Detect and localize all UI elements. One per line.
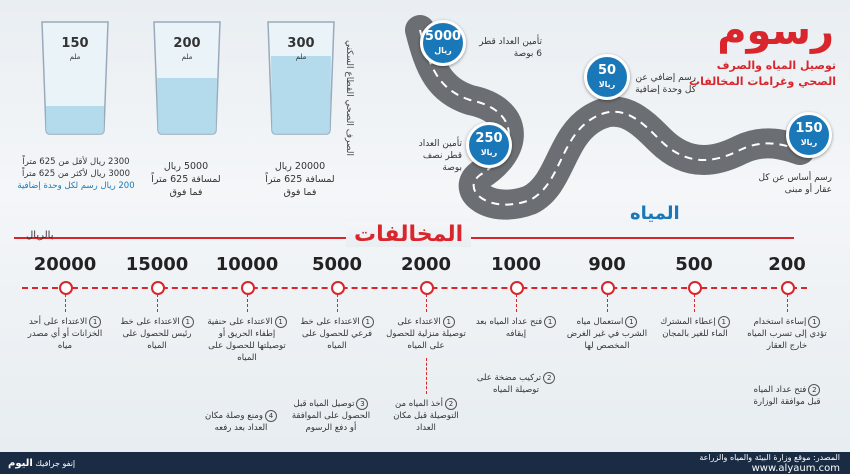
violation-note: 2تركيب مضخة على توصيلة المياه xyxy=(475,372,557,396)
beaker-cap: 150 xyxy=(61,36,89,51)
violation-note: 2فتح عداد المياه قبل موافقة الوزارة xyxy=(753,385,821,407)
timeline-dot xyxy=(510,281,524,295)
violation-note: 1الاعتداء على توصيلة منزلية للحصول على المياه xyxy=(386,317,466,351)
note-text: الاعتداء على خط فرعي للحصول على المياه xyxy=(300,317,373,351)
pin-150 xyxy=(786,112,832,158)
subtitle-line-2: الصحي وغرامات المخالفات xyxy=(689,75,836,88)
desc-line: لمسافة 625 متراً xyxy=(265,174,335,185)
beaker-desc xyxy=(136,160,236,199)
pin-50 xyxy=(584,54,630,100)
timeline-dot xyxy=(601,281,615,295)
note-text: الاعتداء على توصيلة منزلية للحصول على المياه xyxy=(386,317,466,351)
connector xyxy=(247,294,248,312)
violation-note: 1فتح عداد المياه بعد إيقافه xyxy=(475,316,557,340)
beaker-unit: ملم xyxy=(295,53,307,61)
note-text: ومنع وصلة مكان العداد بعد رفعه xyxy=(205,411,268,433)
connector xyxy=(65,294,66,312)
beaker-desc xyxy=(250,160,350,199)
timeline-dot xyxy=(688,281,702,295)
note-text: الاعتداء على أحد الخزانات أو أي مصدر مياه xyxy=(27,317,103,351)
violation-note: 2أخذ المياه من التوصيلة قبل مكان العداد xyxy=(393,399,459,433)
connector xyxy=(426,294,427,312)
beaker-desc xyxy=(6,156,146,192)
pin-5000 xyxy=(420,20,466,66)
violation-note: 1إساءة استخدام تؤدي إلى تسرب المياه خارج العقار xyxy=(747,317,827,351)
timeline-dot xyxy=(241,281,255,295)
currency-label: بالريال xyxy=(26,230,54,241)
connector xyxy=(426,358,427,394)
pin-unit: ريالا xyxy=(480,148,498,157)
note-text: إساءة استخدام تؤدي إلى تسرب المياه خارج العقار xyxy=(747,317,827,351)
timeline-dot xyxy=(151,281,165,295)
note-text: أخذ المياه من التوصيلة قبل مكان العداد xyxy=(393,399,459,433)
note-text: توصيل المياه قبل الحصول على الموافقة أو دفع الرسوم xyxy=(291,399,371,433)
timeline-dot xyxy=(59,281,73,295)
connector xyxy=(516,294,517,312)
pin-unit: ريالا xyxy=(598,80,616,89)
amount-2000: 2000 xyxy=(400,254,452,275)
amount-900: 900 xyxy=(588,254,626,275)
sewage-label: الصرف الصحي القطاع السكني xyxy=(344,40,354,157)
timeline-dot xyxy=(420,281,434,295)
violation-note: 1الاعتداء على خط رئيس للحصول على المياه xyxy=(116,316,198,352)
beaker-unit: ملم xyxy=(69,53,81,61)
connector xyxy=(607,294,608,312)
violation-note: 1استعمال مياه الشرب في غير الغرض المخصص لها xyxy=(566,317,648,351)
desc-line: 200 ريال رسم لكل وحدة إضافية xyxy=(17,181,135,191)
note-text: تركيب مضخة على توصيلة المياه xyxy=(476,373,542,395)
amount-200: 200 xyxy=(768,254,806,275)
note-text: فتح عداد المياه قبل موافقة الوزارة xyxy=(753,385,821,407)
page-title: رسوم xyxy=(717,8,834,54)
note-text: الاعتداء على خط رئيس للحصول على المياه xyxy=(120,317,192,351)
stop-desc: رسم إضافي عن كل وحدة إضافية xyxy=(635,73,696,95)
pin-amount: 150 xyxy=(795,121,823,136)
stop-desc: رسم أساس عن كل عقار أو مبنى xyxy=(758,173,832,195)
beaker-150 xyxy=(36,18,114,140)
amount-1000: 1000 xyxy=(490,254,542,275)
desc-line: فما فوق xyxy=(283,187,317,198)
beaker-200 xyxy=(148,18,226,140)
violation-note: 1إعطاء المشترك الماء للغير بالمجان xyxy=(660,317,728,339)
desc-line: 20000 ريال xyxy=(274,161,326,172)
note-text: إعطاء المشترك الماء للغير بالمجان xyxy=(660,317,728,339)
pin-unit: ريال xyxy=(434,46,452,55)
footer-credit xyxy=(8,458,75,469)
subtitle-line-1: توصيل المياه والصرف xyxy=(716,59,836,72)
amount-5000: 5000 xyxy=(311,254,363,275)
beaker-cap: 200 xyxy=(173,36,201,51)
timeline-dot xyxy=(781,281,795,295)
stop-desc: تأمين العداد قطر 6 بوصة xyxy=(479,37,542,59)
footer-source: المصدر: موقع وزارة البيئة والمياه والزراعة xyxy=(699,453,840,462)
pin-amount: 50 xyxy=(597,63,617,78)
footer-site[interactable]: www.alyaum.com xyxy=(751,463,840,474)
note-text: فتح عداد المياه بعد إيقافه xyxy=(475,317,543,339)
timeline-dot xyxy=(331,281,345,295)
connector xyxy=(157,294,158,312)
violations-title: المخالفات xyxy=(346,222,471,247)
pin-unit: ريالا xyxy=(800,138,818,147)
pin-amount: 5000 xyxy=(424,29,462,44)
note-text: استعمال مياه الشرب في غير الغرض المخصص لها xyxy=(566,317,648,351)
connector xyxy=(337,294,338,312)
amount-20000: 20000 xyxy=(33,254,97,275)
beaker-cap: 300 xyxy=(287,36,315,51)
violation-note: 4ومنع وصلة مكان العداد بعد رفعه xyxy=(200,410,282,434)
desc-line: 2300 ريال لأقل من 625 متراً xyxy=(22,157,130,167)
amount-15000: 15000 xyxy=(125,254,189,275)
connector xyxy=(787,294,788,312)
credit-text: إنفو جرافيك xyxy=(35,459,76,468)
paper-logo: اليوم xyxy=(8,458,33,469)
desc-line: 5000 ريال xyxy=(163,161,209,172)
pin-250 xyxy=(466,122,512,168)
desc-line: 3000 ريال لأكثر من 625 متراً xyxy=(22,169,130,179)
violation-note: 3توصيل المياه قبل الحصول على الموافقة أو دفع الرسوم xyxy=(291,399,371,433)
water-label: المياه xyxy=(630,203,680,224)
violation-note: 1الاعتداء على خط فرعي للحصول على المياه xyxy=(300,317,373,351)
beaker-unit: ملم xyxy=(181,53,193,61)
stop-desc: تأمين العداد قطر نصف بوصة xyxy=(418,139,462,173)
note-text: الاعتداء على حنفية إطفاء الحريق أو توصيلتها للحصول على المياه xyxy=(207,317,286,363)
violation-note: 1الاعتداء على أحد الخزانات أو أي مصدر مياه xyxy=(27,317,103,351)
amount-10000: 10000 xyxy=(215,254,279,275)
desc-line: فما فوق xyxy=(169,187,203,198)
desc-line: لمسافة 625 متراً xyxy=(151,174,221,185)
violation-note: 1الاعتداء على حنفية إطفاء الحريق أو توصيلتها للحصول على المياه xyxy=(207,317,286,363)
beaker-300 xyxy=(262,18,340,140)
amount-500: 500 xyxy=(675,254,713,275)
pin-amount: 250 xyxy=(475,131,503,146)
connector xyxy=(694,294,695,312)
